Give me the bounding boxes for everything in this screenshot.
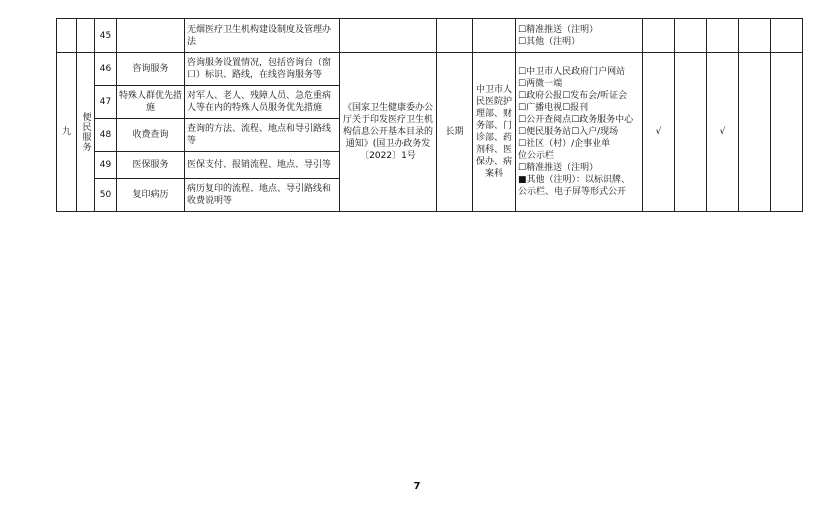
check-cell: √	[707, 53, 739, 212]
item-name: 收费查询	[117, 119, 185, 152]
table-cell	[340, 19, 437, 53]
table-cell	[473, 19, 516, 53]
channel-line: ☐中卫市人民政府门户网站	[518, 67, 626, 77]
row-number: 45	[95, 19, 117, 53]
item-name: 特殊人群优先措施	[117, 86, 185, 119]
page-number: 7	[413, 481, 421, 492]
channel-line: ☐其他（注明）	[518, 36, 581, 47]
item-name: 咨询服务	[117, 53, 185, 86]
item-name: 复印病历	[117, 179, 185, 212]
channel-line: ☐精准推送（注明）	[518, 163, 599, 173]
table-row	[57, 19, 803, 53]
disclosure-content: 无烟医疗卫生机构建设制度及管理办法	[185, 19, 340, 53]
table-cell	[771, 19, 803, 53]
channel-line: ☐社区（村）/企事业单	[518, 139, 611, 149]
channel-line: ■其他（注明）：以标识牌、	[518, 175, 631, 185]
item-name: 医保服务	[117, 152, 185, 179]
channel-line: ☐两微一端	[518, 79, 563, 89]
channel-line: ☐公开查阅点☐政务服务中心	[518, 115, 634, 125]
table-cell	[643, 19, 675, 53]
category-label: 便民服务	[80, 112, 91, 152]
table-cell	[57, 19, 77, 53]
channel-line: ☐广播电视☐报刊	[518, 103, 589, 113]
table-cell	[675, 53, 707, 212]
basis-cell: 《国家卫生健康委办公厅关于印发医疗卫生机构信息公开基本目录的通知》(国卫办政务发〔2022〕1号	[340, 53, 437, 212]
period-cell: 长期	[437, 53, 473, 212]
check-cell: √	[643, 53, 675, 212]
table-row	[57, 53, 803, 86]
row-number: 47	[95, 86, 117, 119]
row-number: 49	[95, 152, 117, 179]
row-number: 48	[95, 119, 117, 152]
table-cell	[739, 53, 771, 212]
disclosure-content: 病历复印的流程、地点、导引路线和收费说明等	[185, 179, 340, 212]
table-cell	[437, 19, 473, 53]
channel-line: ☐精准推送（注明）	[518, 24, 599, 35]
channel-line: ☐便民服务站☐入户/现场	[518, 127, 619, 137]
channel-line: 公示栏、电子屏等形式公开	[518, 187, 627, 197]
table-cell	[117, 19, 185, 53]
disclosure-content: 查询的方法、流程、地点和导引路线等	[185, 119, 340, 152]
category-cell	[77, 53, 95, 212]
channels-cell	[516, 53, 643, 212]
row-number: 50	[95, 179, 117, 212]
channel-line: 位公示栏	[518, 151, 555, 161]
channels-cell	[516, 19, 643, 53]
disclosure-content: 对军人、老人、残障人员、急危重病人等在内的特殊人员服务优先措施	[185, 86, 340, 119]
disclosure-content: 医保支付、报销流程、地点、导引等	[185, 152, 340, 179]
table-cell	[675, 19, 707, 53]
channel-line: ☐政府公报☐发布会/听证会	[518, 91, 628, 101]
table-cell	[771, 53, 803, 212]
table-cell	[739, 19, 771, 53]
disclosure-table	[56, 18, 803, 212]
row-number: 46	[95, 53, 117, 86]
section-index: 九	[57, 53, 77, 212]
disclosure-content: 咨询服务设置情况，包括咨询台（窗口）标识、路线，在线咨询服务等	[185, 53, 340, 86]
subject-cell: 中卫市人民医院护理部、财务部、门诊部、药剂科、医保办、病案科	[473, 53, 516, 212]
table-cell	[77, 19, 95, 53]
table-cell	[707, 19, 739, 53]
